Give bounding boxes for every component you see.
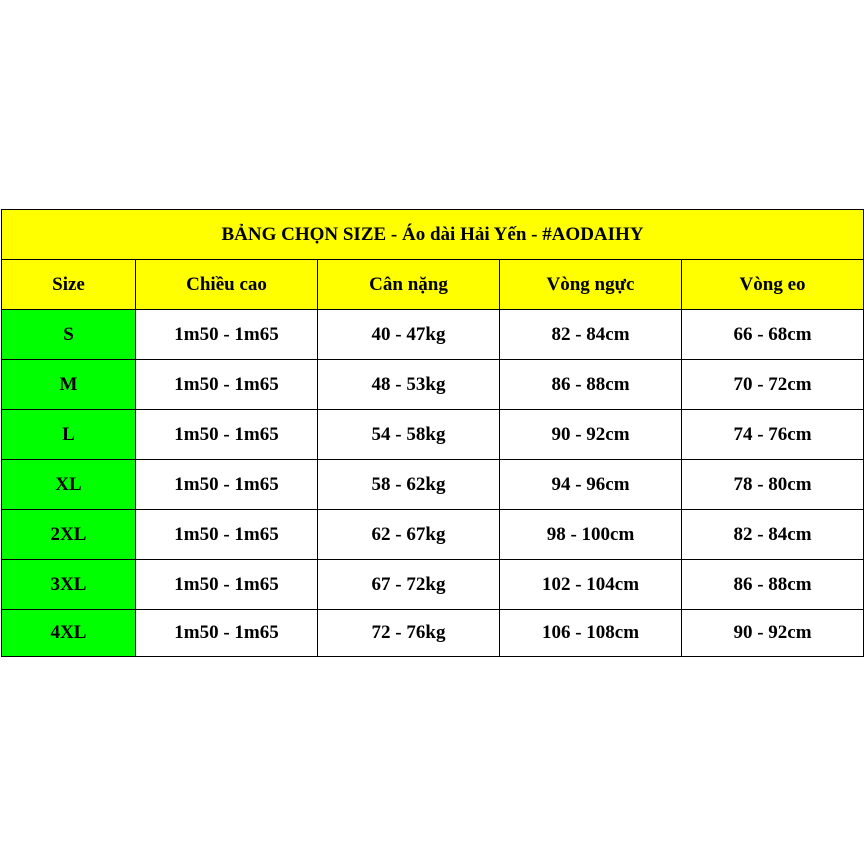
table-row bbox=[2, 360, 864, 410]
table-row bbox=[2, 310, 864, 360]
table-row bbox=[2, 460, 864, 510]
column-header-weight: Cân nặng bbox=[318, 260, 500, 310]
size-cell: XL bbox=[2, 460, 136, 510]
table-title: BẢNG CHỌN SIZE - Áo dài Hải Yến - #AODAIHY bbox=[2, 210, 864, 260]
table-row bbox=[2, 410, 864, 460]
weight-cell: 40 - 47kg bbox=[318, 310, 500, 360]
weight-cell: 62 - 67kg bbox=[318, 510, 500, 560]
height-cell: 1m50 - 1m65 bbox=[136, 460, 318, 510]
height-cell: 1m50 - 1m65 bbox=[136, 510, 318, 560]
chest-cell: 102 - 104cm bbox=[500, 560, 682, 610]
waist-cell: 66 - 68cm bbox=[682, 310, 864, 360]
size-cell: 4XL bbox=[2, 610, 136, 657]
height-cell: 1m50 - 1m65 bbox=[136, 310, 318, 360]
weight-cell: 54 - 58kg bbox=[318, 410, 500, 460]
height-cell: 1m50 - 1m65 bbox=[136, 410, 318, 460]
size-chart-table bbox=[1, 209, 864, 657]
column-header-height: Chiều cao bbox=[136, 260, 318, 310]
table-row bbox=[2, 610, 864, 657]
waist-cell: 78 - 80cm bbox=[682, 460, 864, 510]
size-cell: L bbox=[2, 410, 136, 460]
weight-cell: 67 - 72kg bbox=[318, 560, 500, 610]
waist-cell: 82 - 84cm bbox=[682, 510, 864, 560]
waist-cell: 90 - 92cm bbox=[682, 610, 864, 657]
header-row bbox=[2, 260, 864, 310]
height-cell: 1m50 - 1m65 bbox=[136, 610, 318, 657]
chest-cell: 98 - 100cm bbox=[500, 510, 682, 560]
waist-cell: 86 - 88cm bbox=[682, 560, 864, 610]
title-row bbox=[2, 210, 864, 260]
height-cell: 1m50 - 1m65 bbox=[136, 560, 318, 610]
chest-cell: 106 - 108cm bbox=[500, 610, 682, 657]
weight-cell: 58 - 62kg bbox=[318, 460, 500, 510]
column-header-waist: Vòng eo bbox=[682, 260, 864, 310]
waist-cell: 74 - 76cm bbox=[682, 410, 864, 460]
waist-cell: 70 - 72cm bbox=[682, 360, 864, 410]
table-row bbox=[2, 560, 864, 610]
height-cell: 1m50 - 1m65 bbox=[136, 360, 318, 410]
chest-cell: 90 - 92cm bbox=[500, 410, 682, 460]
size-cell: M bbox=[2, 360, 136, 410]
weight-cell: 72 - 76kg bbox=[318, 610, 500, 657]
weight-cell: 48 - 53kg bbox=[318, 360, 500, 410]
size-cell: S bbox=[2, 310, 136, 360]
table-row bbox=[2, 510, 864, 560]
chest-cell: 86 - 88cm bbox=[500, 360, 682, 410]
column-header-chest: Vòng ngực bbox=[500, 260, 682, 310]
chest-cell: 94 - 96cm bbox=[500, 460, 682, 510]
chest-cell: 82 - 84cm bbox=[500, 310, 682, 360]
size-cell: 2XL bbox=[2, 510, 136, 560]
column-header-size: Size bbox=[2, 260, 136, 310]
size-cell: 3XL bbox=[2, 560, 136, 610]
